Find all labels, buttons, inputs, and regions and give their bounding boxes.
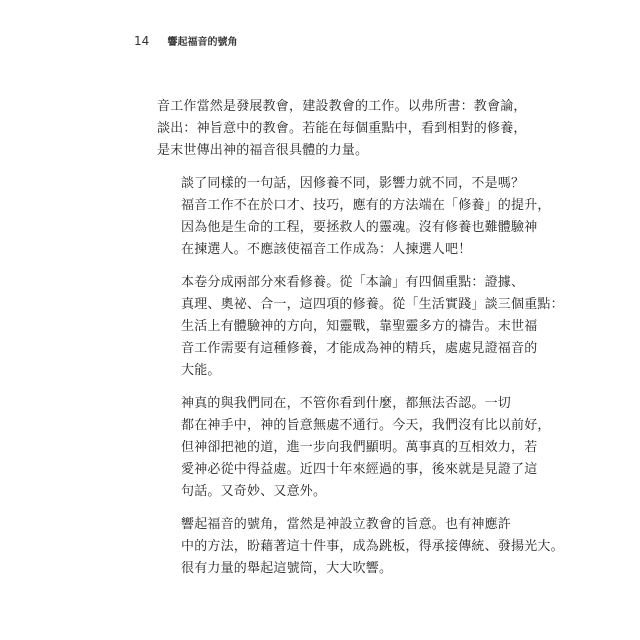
text-line: 神真的與我們同在，不管你看到什麼，都無法否認。一切 [181,396,512,411]
paragraph-4 [157,393,551,503]
text-line: 生活上有體驗神的方向，知靈戰，靠聖靈多方的禱告。末世福 [181,319,538,334]
text-line: 本卷分成兩部分來看修養。從「本論」有四個重點：證據、 [181,275,525,290]
body-text [157,96,564,591]
text-line: 大能。 [181,363,221,378]
text-line: 音工作需要有這種修養，才能成為神的精兵，處處見證福音的 [181,341,538,356]
text-line: 句話。又奇妙、又意外。 [181,484,327,499]
page-header [134,33,238,48]
text-line: 在揀選人。不應該使福音工作成為：人揀選人吧！ [181,242,472,257]
text-line: 福音工作不在於口才、技巧，應有的方法端在「修養」的提升， [181,198,551,213]
paragraph-2 [157,173,551,261]
text-line: 中的方法，盼藉著這十件事，成為跳板，得承接傳統、發揚光大。 [181,539,564,554]
text-line: 音工作當然是發展教會，建設教會的工作。以弗所書：教會論， [157,99,527,114]
running-title: 響起福音的號角 [167,37,238,48]
text-line: 談了同樣的一句話，因修養不同，影響力就不同，不是嗎？ [181,176,525,191]
paragraph-1 [157,96,527,162]
text-line: 響起福音的號角，當然是神設立教會的旨意。也有神應許 [181,517,512,532]
text-line: 都在神手中，神的旨意無處不通行。今天，我們沒有比以前好， [181,418,551,433]
text-line: 很有力量的舉起這號筒，大大吹響。 [181,561,393,576]
text-line: 是末世傳出神的福音很具體的力量。 [157,143,369,158]
text-line: 真理、奧祕、合一，這四項的修養。從「生活實踐」談三個重點： [181,297,564,312]
text-line: 因為他是生命的工程，要拯救人的靈魂。沒有修養也難體驗神 [181,220,538,235]
text-line: 愛神必從中得益處。近四十年來經過的事，後來就是見證了這 [181,462,538,477]
text-line: 但神卻把祂的道，進一步向我們顯明。萬事真的互相效力，若 [181,440,538,455]
text-line: 談出：神旨意中的教會。若能在每個重點中，看到相對的修養， [157,121,527,136]
paragraph-3 [157,272,564,382]
paragraph-5 [157,514,564,580]
page-number: 14 [134,34,150,48]
